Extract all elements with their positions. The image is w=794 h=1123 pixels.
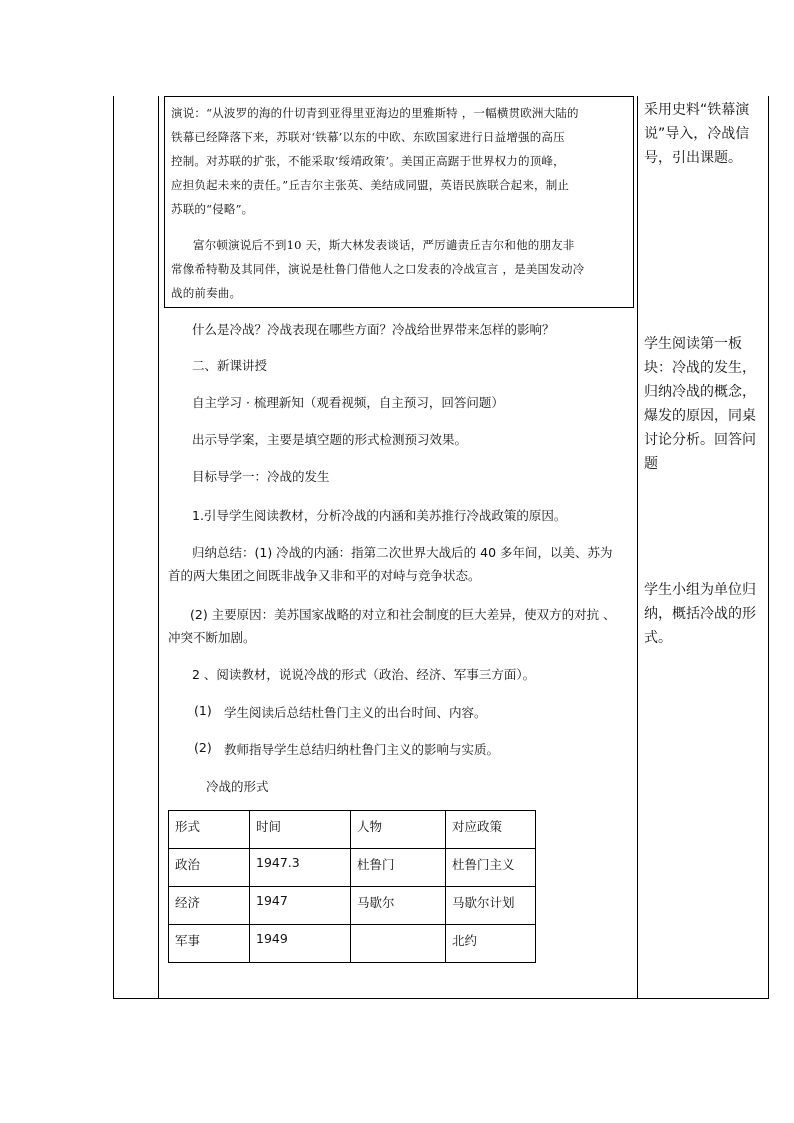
table-header-row: [169, 811, 536, 849]
quote-line: 应担负起未来的责任。”丘吉尔主张英、美结成同盟，英语民族联合起来，制止: [171, 178, 570, 192]
summary-meaning-line1: 归纳总结：(1) 冷战的内涵：指第二次世界大战后的 40 多年间，以美、苏为: [192, 545, 613, 560]
grid-left-border: [113, 96, 114, 999]
quote-line: 战的前奏曲。: [171, 286, 242, 300]
grid-right-border: [768, 96, 769, 999]
table-row: [169, 925, 536, 963]
summary-cause-line1: (2) 主要原因：美苏国家战略的对立和社会制度的巨大差异，使双方的对抗 、: [190, 607, 616, 622]
table-cell: 杜鲁门主义: [446, 849, 536, 887]
quote-line: 控制。对苏联的扩张，不能采取‘绥靖政策’。美国正高踞于世界权力的顶峰，: [171, 154, 565, 168]
goal-heading: 目标导学一：冷战的发生: [192, 469, 330, 484]
summary-cause-line2: 冲突不断加剧。: [168, 630, 256, 645]
quote-line: 苏联的“侵略”。: [171, 202, 254, 216]
sub-item-number: (1): [194, 703, 212, 718]
table-cell: 军事: [169, 925, 250, 963]
quote-line: 常像希特勒及其同伴，演说是杜鲁门借他人之口发表的冷战宣言 ，是美国发动冷: [171, 262, 585, 276]
table-header-cell: 人物: [351, 811, 446, 849]
quote-line: 铁幕已经降落下来，苏联对‘铁幕’以东的中欧、东欧国家进行日益增强的高压: [171, 130, 565, 144]
table-header-cell: 时间: [250, 811, 351, 849]
table-cell: 杜鲁门: [351, 849, 446, 887]
self-study: 自主学习 · 梳理新知（观看视频，自主预习，回答问题）: [192, 395, 504, 410]
section-heading: 二、新课讲授: [192, 358, 268, 373]
side-note-group: 学生小组为单位归纳，概括冷战的形式。: [644, 582, 756, 646]
table-row: [169, 849, 536, 887]
quote-line: 演说：“从波罗的海的什切青到亚得里亚海边的里雅斯特 ，一幅横贯欧洲大陆的: [171, 106, 579, 120]
grid-divider-1: [158, 96, 159, 999]
table-row: [169, 887, 536, 925]
side-note-intro: 采用史料“铁幕演说”导入，冷战信号，引出课题。: [644, 102, 750, 166]
cold-war-forms-table: [168, 810, 536, 963]
step-2: 2 、阅读教材，说说冷战的形式（政治、经济、军事三方面）。: [192, 667, 536, 682]
table-cell: 政治: [169, 849, 250, 887]
sub-item-2: 教师指导学生总结归纳杜鲁门主义的影响与实质。: [224, 742, 500, 757]
table-cell: 1947.3: [250, 849, 351, 887]
table-cell: 马歇尔: [351, 887, 446, 925]
grid-bottom-border: [113, 998, 769, 999]
quote-box: [164, 96, 634, 308]
table-cell: [351, 925, 446, 963]
table-cell: 北约: [446, 925, 536, 963]
table-cell: 马歇尔计划: [446, 887, 536, 925]
guide-sheet: 出示导学案，主要是填空题的形式检测预习效果。: [192, 432, 468, 447]
side-note-reading: 学生阅读第一板块：冷战的发生，归纳冷战的概念，爆发的原因，同桌讨论分析。回答问题: [644, 336, 756, 472]
table-cell: 1947: [250, 887, 351, 925]
sub-item-1: 学生阅读后总结杜鲁门主义的出台时间、内容。: [224, 705, 487, 720]
grid-divider-2: [637, 96, 638, 999]
intro-question: 什么是冷战？冷战表现在哪些方面？冷战给世界带来怎样的影响？: [192, 322, 555, 337]
summary-meaning-line2: 首的两大集团之间既非战争又非和平的对峙与竞争状态。: [168, 568, 481, 583]
table-header-cell: 对应政策: [446, 811, 536, 849]
table-caption: 冷战的形式: [206, 779, 269, 794]
table-cell: 1949: [250, 925, 351, 963]
quote-line: 富尔顿演说后不到10 天，斯大林发表谈话，严厉谴责丘吉尔和他的朋友非: [193, 238, 575, 252]
table-header-cell: 形式: [169, 811, 250, 849]
sub-item-number: (2): [194, 740, 212, 755]
step-1: 1.引导学生阅读教材，分析冷战的内涵和美苏推行冷战政策的原因。: [192, 508, 567, 523]
table-cell: 经济: [169, 887, 250, 925]
